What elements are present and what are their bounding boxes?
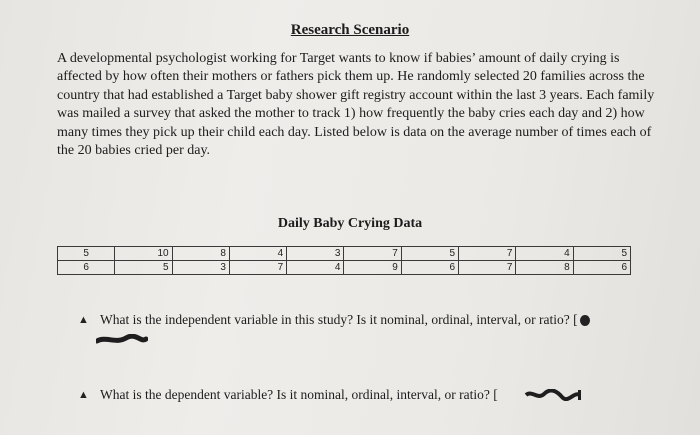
table-cell: 5 bbox=[573, 247, 630, 261]
table-cell: 7 bbox=[229, 261, 286, 275]
table-cell: 8 bbox=[516, 261, 573, 275]
table-cell: 6 bbox=[58, 261, 115, 275]
table-cell: 8 bbox=[172, 247, 229, 261]
table-cell: 6 bbox=[401, 261, 458, 275]
page-heading: Research Scenario bbox=[290, 22, 410, 38]
table-cell: 5 bbox=[58, 247, 115, 261]
table-cell: 5 bbox=[115, 261, 172, 275]
question-2-text: What is the dependent variable? Is it nominal, ordinal, interval, or ratio? [ bbox=[100, 387, 498, 402]
table-row bbox=[58, 261, 631, 275]
triangle-bullet-icon: ▲ bbox=[78, 314, 89, 326]
table-cell: 7 bbox=[344, 247, 401, 261]
table-title: Daily Baby Crying Data bbox=[277, 216, 423, 231]
table-row bbox=[58, 247, 631, 261]
table-cell: 5 bbox=[401, 247, 458, 261]
scenario-paragraph: A developmental psychologist working for Target wants to know if babies’ amount of daily crying is affected by how often their mothers or fathers pick them up. He randomly selected 20 families across the country that had established a Target baby shower gift registry account within the last 3 years. Each family was mailed a survey that asked the mother to track 1) how frequently the baby cries each day and 2) how many times they pick up their child each day. Listed below is data on the average number of times each of the 20 babies cried per day. bbox=[57, 51, 655, 159]
redaction-scribble-icon bbox=[524, 389, 582, 401]
table-cell: 3 bbox=[172, 261, 229, 275]
table-cell: 10 bbox=[115, 247, 172, 261]
table-cell: 4 bbox=[287, 261, 344, 275]
redaction-mark-icon bbox=[580, 315, 590, 326]
table-cell: 3 bbox=[287, 247, 344, 261]
table-cell: 7 bbox=[459, 247, 516, 261]
table-cell: 7 bbox=[459, 261, 516, 275]
table-cell: 9 bbox=[344, 261, 401, 275]
triangle-bullet-icon: ▲ bbox=[78, 389, 89, 401]
crying-data-table bbox=[57, 246, 631, 275]
table-cell: 4 bbox=[516, 247, 573, 261]
table-cell: 4 bbox=[229, 247, 286, 261]
question-1-text: What is the independent variable in this study? Is it nominal, ordinal, interval, or ratio? [ bbox=[100, 312, 578, 327]
table-cell: 6 bbox=[573, 261, 630, 275]
redaction-scribble-icon bbox=[96, 334, 148, 346]
